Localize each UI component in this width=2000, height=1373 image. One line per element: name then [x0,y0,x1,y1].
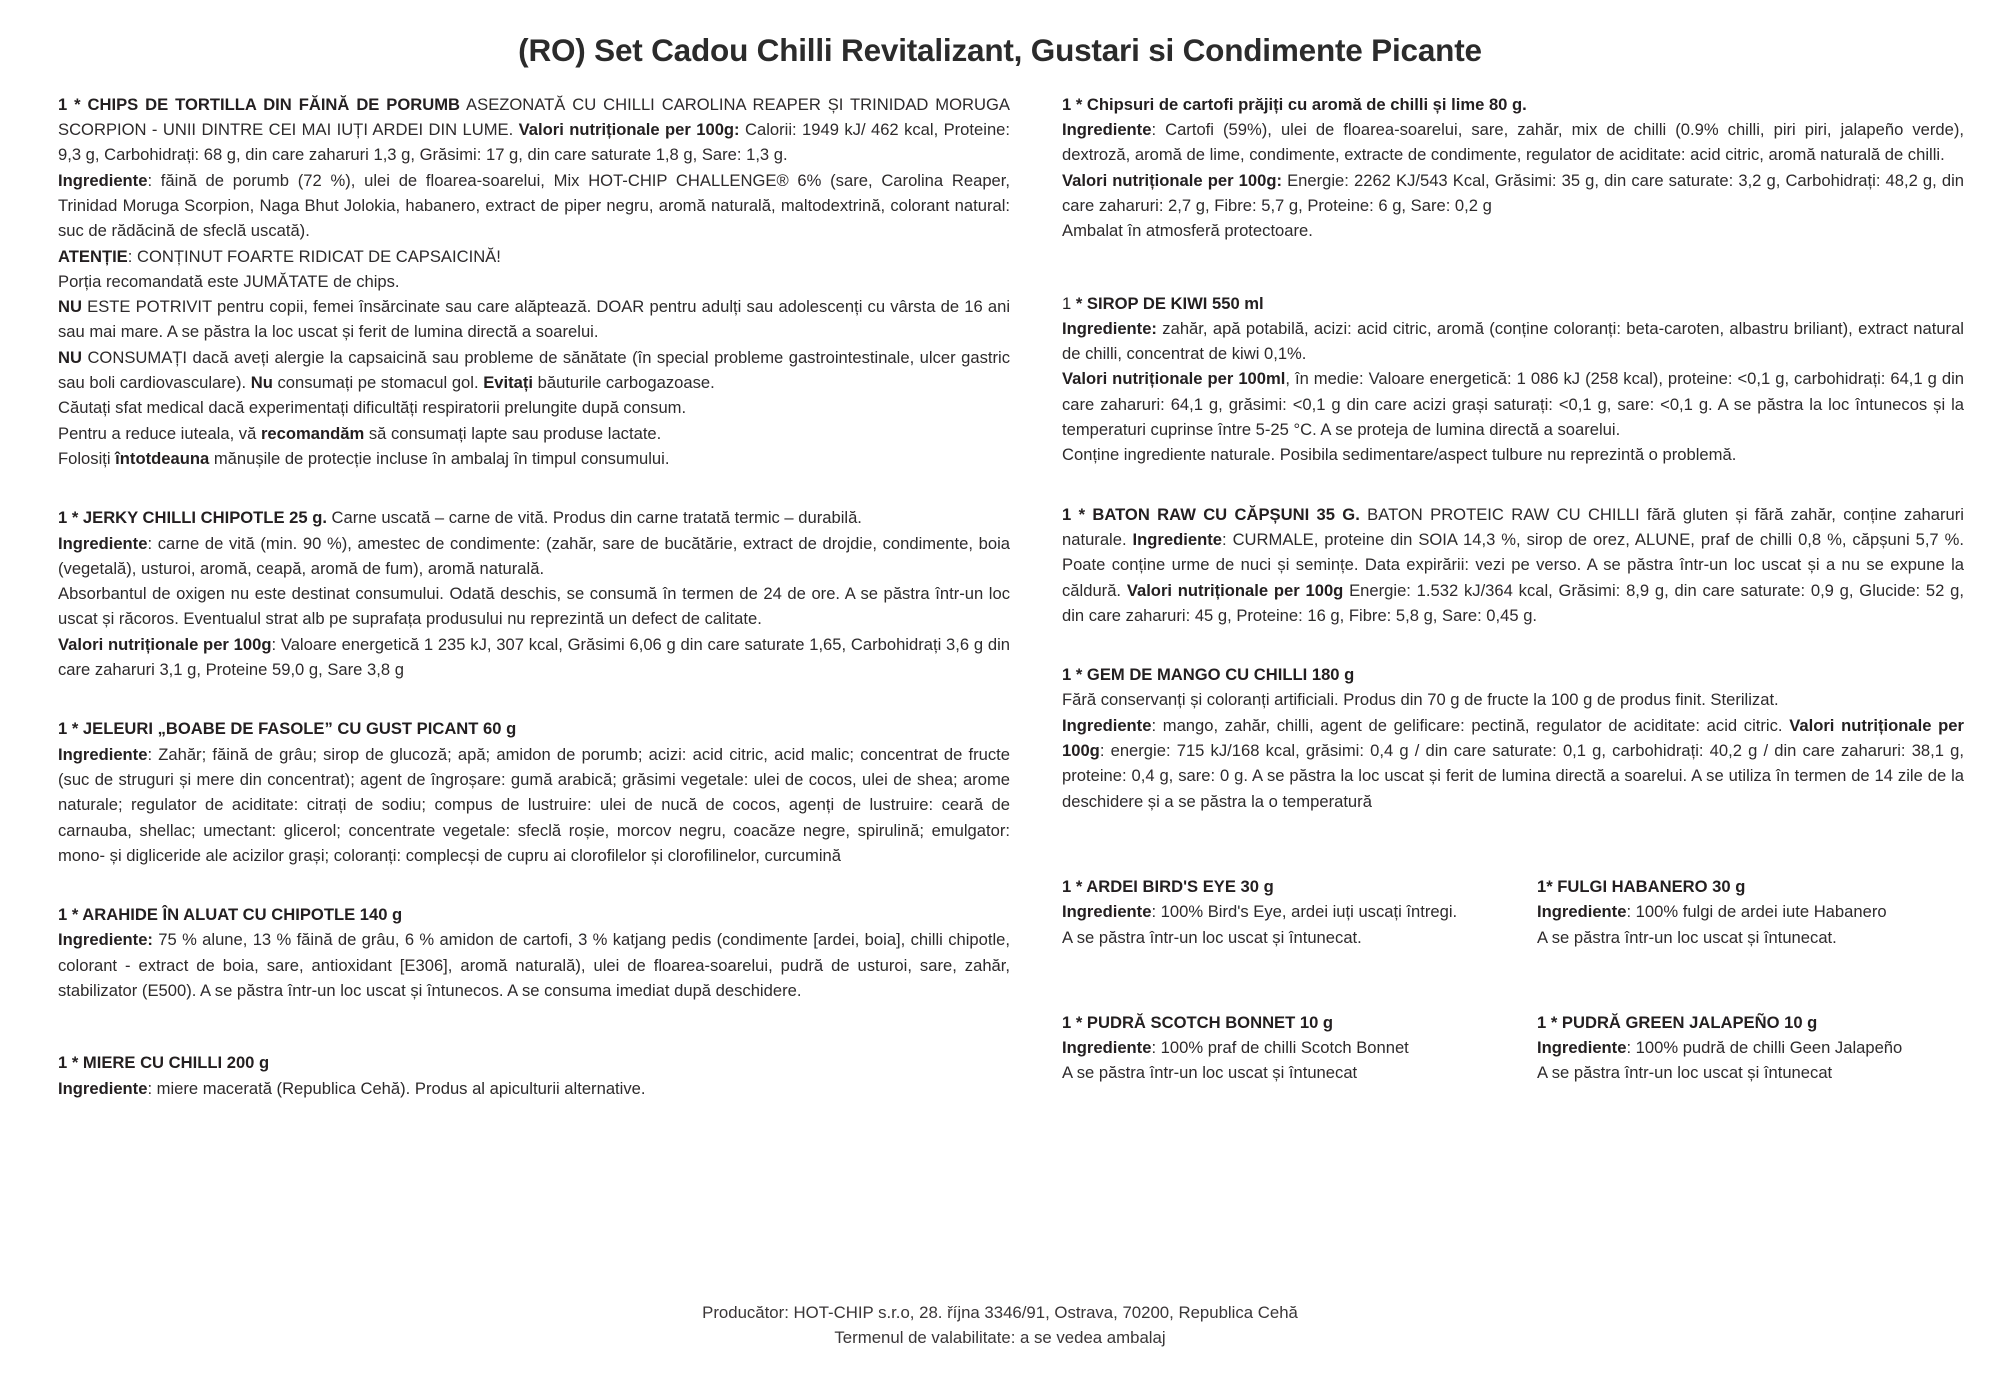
jerky-ingredients [58,531,1010,582]
chipsuri-ingredients [1062,117,1964,168]
tortilla-heading-rest: ASEZONATĂ CU CHILLI CAROLINA REAPER ȘI TRINIDAD MORUGA SCORPION - UNII DINTRE CEI MAI IUȚI ARDEI DIN LUME. [58,94,1010,140]
tortilla-gloves-a: Folosiți [58,448,116,468]
tortilla-milk-b: recomandăm [260,423,365,443]
baton-heading: 1 * BATON RAW CU CĂPȘUNI 35 G. [1062,504,1360,524]
jeleuri-ingredients [58,742,1010,868]
jerky-heading: 1 * JERKY CHILLI CHIPOTLE 25 g. [58,508,327,528]
tortilla-nu2-a: CONSUMAȚI dacă aveți alergie la capsaicină sau probleme de sănătate (în special probleme gastrointestinale, ulcer gastric sau boli cardiovasculare). [58,347,1010,393]
jerky-ingred-label: Ingrediente [58,533,148,553]
scotchbonnet-ingred-value: : 100% praf de chilli Scotch Bonnet [1151,1038,1409,1058]
baton-ingred-label: Ingrediente [1132,529,1222,549]
gem-heading: 1 * GEM DE MANGO CU CHILLI 180 g [1062,665,1355,685]
birdseye-ingred-value: : 100% Bird's Eye, ardei iuți uscați întregi. [1151,902,1458,922]
sirop-nutrition [1062,366,1964,442]
product-block-kiwi-syrup [1062,291,1964,468]
chipsuri-nutri-value: Energie: 2262 KJ/543 Kcal, Grăsimi: 35 g, din care saturate: 3,2 g, Carbohidrați: 48,2 g, din care zaharuri: 2,7 g, Fibre: 5,7 g, Proteine: 6 g, Sare: 0,2 g [1062,170,1964,215]
jerky-ingred-value: : carne de vită (min. 90 %), amestec de condimente: (zahăr, sare de bucătărie, extract de drojdie, condimente, boia (vegetală), usturoi, aromă, ceapă, aromă de fum), aromă naturală. [58,533,1010,578]
spacer [58,1003,1010,1037]
sirop-nutri-value: , în medie: Valoare energetică: 1 086 kJ (258 kcal), proteine: <0,1 g, carbohidrați: 64,1 g din care zaharuri: 64,1 g, grăsimi: <0,1 g din care acizi grași saturați: <0,1 g, sare: <0,1 g. A se păstra la loc întunecos și la temperaturi cuprinse între 5-25 °C. A se proteja de lumina directă a soarelui. [1062,369,1964,440]
sirop-ingred-value: zahăr, apă potabilă, acizi: acid citric, aromă (conține coloranți: beta-caroten, albastru briliant), extract natural de chilli, concentrat de kiwi 0,1%. [1062,318,1964,364]
tortilla-do-not-consume [58,345,1010,396]
spacer-row [1062,950,1489,1010]
product-block-mango-jam [1062,662,1964,814]
sirop-ingredients [1062,316,1964,367]
footer-producer: Producător: HOT-CHIP s.r.o, 28. října 3346/91, Ostrava, 70200, Republica Cehă [702,1302,1298,1322]
spacer [58,1037,1010,1050]
product-block-jelly-beans [58,716,1010,868]
tortilla-ingred-label: Ingrediente [58,170,148,190]
gem-ingred-label: Ingrediente [1062,715,1152,735]
right-column [1062,92,1964,1086]
chipsuri-ingred-label: Ingrediente [1062,120,1152,140]
tortilla-warn-value: : CONȚINUT FOARTE RIDICAT DE CAPSAICINĂ! [127,246,501,266]
birdseye-ingred-label: Ingrediente [1062,902,1152,922]
jalapeno-storage: A se păstra într-un loc uscat și întunecat [1537,1063,1833,1083]
product-block-potato-chips [1062,92,1964,244]
product-block-green-jalapeno [1537,1010,1964,1086]
product-block-honey [58,1050,1010,1101]
miere-ingred-label: Ingrediente [58,1078,148,1098]
miere-heading: 1 * MIERE CU CHILLI 200 g [58,1053,270,1073]
jalapeno-heading: 1 * PUDRĂ GREEN JALAPEÑO 10 g [1537,1012,1818,1032]
spice-products-grid [1062,874,1964,1086]
baton-description [1062,502,1964,628]
product-block-jerky [58,505,1010,682]
product-block-raw-bar [1062,502,1964,628]
tortilla-portion: Porția recomandată este JUMĂTATE de chips. [58,271,400,291]
product-block-birds-eye [1062,874,1489,950]
sirop-heading-bold: * SIROP DE KIWI 550 ml [1075,293,1264,313]
gem-nutri-value: : energie: 715 kJ/168 kcal, grăsimi: 0,4 g / din care saturate: 0,1 g, carbohidrați: 40,2 g / din care zaharuri: 38,1 g, proteine: 0,4 g, sare: 0 g. A se păstra la loc uscat și ferit de lumina directă a soarelui. A se utiliza în termen de 14 zile de la deschidere și a se păstra la o temperatură [1062,741,1964,811]
gem-nutri-label: Valori nutriționale per 100g [1062,715,1964,761]
sirop-ingred-label: Ingrediente: [1062,318,1157,338]
jerky-nutrition [58,632,1010,683]
scotchbonnet-ingred-label: Ingrediente [1062,1038,1152,1058]
tortilla-nutri-label: Valori nutriționale per 100g: [518,120,740,140]
product-block-habanero-flakes [1537,874,1964,950]
tortilla-gloves-b: întotdeauna [115,448,210,468]
tortilla-nu2-c: consumați pe stomacul gol. [272,373,484,393]
tortilla-ingred-value: : făină de porumb (72 %), ulei de floarea-soarelui, Mix HOT-CHIP CHALLENGE® 6% (sare, Carolina Reaper, Trinidad Moruga Scorpion, Naga Bhut Jolokia, habanero, extract de piper negru, aromă naturală, maltodextrină, colorant natural: suc de rădăcină de sfeclă uscată). [58,170,1010,241]
document-footer [0,1300,2000,1351]
jeleuri-ingred-label: Ingrediente [58,744,148,764]
jalapeno-ingred-label: Ingrediente [1537,1038,1627,1058]
spacer [1062,848,1964,874]
habanero-storage: A se păstra într-un loc uscat și întunecat. [1537,927,1837,947]
tortilla-milk-c: să consumați lapte sau produse lactate. [364,423,662,443]
product-block-scotch-bonnet [1062,1010,1489,1086]
tortilla-not-suitable [58,294,1010,345]
jerky-nutri-label: Valori nutriționale per 100g [58,634,272,654]
habanero-ingredients [1537,899,1964,924]
tortilla-nu2-d: Evitați [483,373,533,393]
tortilla-nu1-label: NU [58,297,82,317]
tortilla-milk-a: Pentru a reduce iuteala, vă [58,423,261,443]
sirop-heading-pre: 1 [1062,293,1076,313]
jerky-nutri-value: : Valoare energetică 1 235 kJ, 307 kcal, Grăsimi 6,06 g din care saturate 1,65, Carbohidrați 3,6 g din care zaharuri 3,1 g, Proteine 59,0 g, Sare 3,8 g [58,634,1011,680]
chipsuri-nutri-label: Valori nutriționale per 100g: [1062,170,1282,190]
habanero-heading: 1* FULGI HABANERO 30 g [1537,876,1746,896]
jeleuri-ingred-value: : Zahăr; făină de grâu; sirop de glucoză; apă; amidon de porumb; acizi: acid citric, acid malic; concentrat de fructe (suc de struguri și mere din concentrat); agent de îngroșare: gumă arabică; grăsimi vegetale: ulei de cocos, ulei de shea; arome naturale; regulator de aciditate: citrați de sodiu; compus de lustruire: ulei de nucă de cocos, agenți de lustruire: ceară de carnauba, shellac; umectant: glicerol; concentrate vegetale: sfeclă roșie, morcov negru, coacăze negre, spirulină; emulgator: mono- și digliceride ale acizilor grași; coloranți: complecși de cupru ai clorofilelor și clorofilinelor, curcumină [58,744,1010,865]
sirop-nutri-label: Valori nutriționale per 100ml [1062,369,1286,389]
chipsuri-nutrition [1062,168,1964,219]
arahide-ingredients [58,927,1010,1003]
scotchbonnet-ingredients [1062,1035,1489,1060]
miere-ingred-value: : miere macerată (Republica Cehă). Produs al apiculturii alternative. [147,1078,646,1098]
jeleuri-heading: 1 * JELEURI „BOABE DE FASOLE” CU GUST PICANT 60 g [58,719,517,739]
scotchbonnet-heading: 1 * PUDRĂ SCOTCH BONNET 10 g [1062,1012,1334,1032]
two-column-layout [0,70,2000,1101]
spacer-row [1537,950,1964,1010]
habanero-ingred-label: Ingrediente [1537,902,1627,922]
baton-heading-rest: BATON PROTEIC RAW CU CHILLI fără gluten și fără zahăr, conține zaharuri naturale. [1062,504,1964,549]
birdseye-ingredients [1062,899,1489,924]
arahide-ingred-value: 75 % alune, 13 % făină de grâu, 6 % amidon de cartofi, 3 % katjang pedis (condimente [ardei, boia], chilli chipotle, colorant - extract de boia, sare, antioxidant [E306], aromă naturală), ulei de floarea-soarelui, pudră de usturoi, sare, zahăr, stabilizator (E500). A se păstra într-un loc uscat și întunecos. A se consuma imediat după deschidere. [58,930,1010,1000]
jerky-heading-rest: Carne uscată – carne de vită. Produs din carne tratată termic – durabilă. [326,508,862,528]
spacer [1062,278,1964,291]
spacer [1062,244,1964,278]
sirop-note: Conține ingrediente naturale. Posibila sedimentare/aspect tulbure nu reprezintă o problemă. [1062,445,1737,465]
tortilla-gloves-c: mănușile de protecție incluse în ambalaj în timpul consumului. [209,448,670,468]
spacer [1062,468,1964,502]
spacer [58,471,1010,505]
product-block-tortilla-chips [58,92,1010,471]
tortilla-nu2-label: NU [58,347,82,367]
page-title: (RO) Set Cadou Chilli Revitalizant, Gustari si Condimente Picante [518,32,1482,68]
tortilla-nu2-b: Nu [250,373,273,393]
tortilla-warn-label: ATENȚIE [58,246,128,266]
chipsuri-packaging: Ambalat în atmosferă protectoare. [1062,221,1313,241]
arahide-heading: 1 * ARAHIDE ÎN ALUAT CU CHIPOTLE 140 g [58,905,403,925]
left-column [58,92,1010,1101]
scotchbonnet-storage: A se păstra într-un loc uscat și întunecat [1062,1063,1358,1083]
gem-intro: Fără conservanți și coloranți artificiali. Produs din 70 g de fructe la 100 g de produs finit. Sterilizat. [1062,690,1779,710]
footer-validity: Termenul de valabilitate: a se vedea ambalaj [834,1328,1166,1348]
tortilla-warning [58,244,1010,269]
miere-ingredients [58,1076,1010,1101]
tortilla-nu1-value: ESTE POTRIVIT pentru copii, femei însărcinate sau care alăptează. DOAR pentru adulți sau adolescenți cu vârsta de 16 ani sau mai mare. A se păstra la loc uscat și ferit de lumina directă a soarelui. [58,297,1010,342]
spacer [1062,814,1964,848]
spacer [58,682,1010,716]
sirop-heading [1062,291,1964,316]
jerky-storage: Absorbantul de oxigen nu este destinat consumului. Odată deschis, se consumă în termen de 24 de ore. A se păstra într-un loc uscat și răcoros. Eventualul strat alb pe suprafața produsului nu reprezintă un defect de calitate. [58,584,1010,629]
spacer [58,868,1010,902]
jalapeno-ingredients [1537,1035,1964,1060]
baton-nutri-label: Valori nutriționale per 100g [1126,580,1344,600]
chipsuri-heading: 1 * Chipsuri de cartofi prăjiți cu aromă de chilli și lime 80 g. [1062,94,1527,114]
birdseye-heading: 1 * ARDEI BIRD'S EYE 30 g [1062,876,1274,896]
habanero-ingred-value: : 100% fulgi de ardei iute Habanero [1626,902,1887,922]
tortilla-ingredients [58,168,1010,244]
baton-ingred-value: : CURMALE, proteine din SOIA 14,3 %, sirop de orez, ALUNE, praf de chilli 0,8 %, căpșuni 5,7 %. Poate conține urme de nuci și semințe. Data expirării: vezi pe verso. A se păstra într-un loc uscat și a nu se expune la căldură. [1062,529,1964,600]
tortilla-nutri-value: Calorii: 1949 kJ/ 462 kcal, Proteine: 9,3 g, Carbohidrați: 68 g, din care zaharuri 1,3 g, Grăsimi: 17 g, din care saturate 1,8 g, Sare: 1,3 g. [58,120,1011,165]
spacer [1062,628,1964,662]
jerky-description [58,505,1010,530]
chipsuri-ingred-value: : Cartofi (59%), ulei de floarea-soarelui, sare, zahăr, mix de chilli (0.9% chilli, piri piri, jalapeño verde), dextroză, aromă de lime, condimente, extracte de condimente, regulator de aciditate: acid citric, aromă naturală de chilli. [1062,120,1964,165]
gem-ingred-value: : mango, zahăr, chilli, agent de gelificare: pectină, regulator de aciditate: acid citric. [1151,715,1790,735]
arahide-ingred-label: Ingrediente: [58,930,153,950]
tortilla-heading: 1 * CHIPS DE TORTILLA DIN FĂINĂ DE PORUMB [58,94,461,114]
jalapeno-ingred-value: : 100% pudră de chilli Geen Jalapeño [1626,1038,1903,1058]
tortilla-description [58,92,1010,168]
baton-nutri-value: Energie: 1.532 kJ/364 kcal, Grăsimi: 8,9 g, din care saturate: 0,9 g, Glucide: 52 g, din care zaharuri: 45 g, Proteine: 16 g, Fibre: 5,8 g, Sare: 0,45 g. [1062,580,1965,625]
tortilla-gloves-advice [58,446,1010,471]
tortilla-medical-advice: Căutați sfat medical dacă experimentați dificultăți respiratorii prelungite după consum. [58,398,687,418]
product-block-peanuts [58,902,1010,1003]
gem-ingredients [1062,713,1964,814]
birdseye-storage: A se păstra într-un loc uscat și întunecat. [1062,927,1362,947]
tortilla-nu2-e: băuturile carbogazoase. [533,373,715,393]
tortilla-milk-advice [58,421,1010,446]
